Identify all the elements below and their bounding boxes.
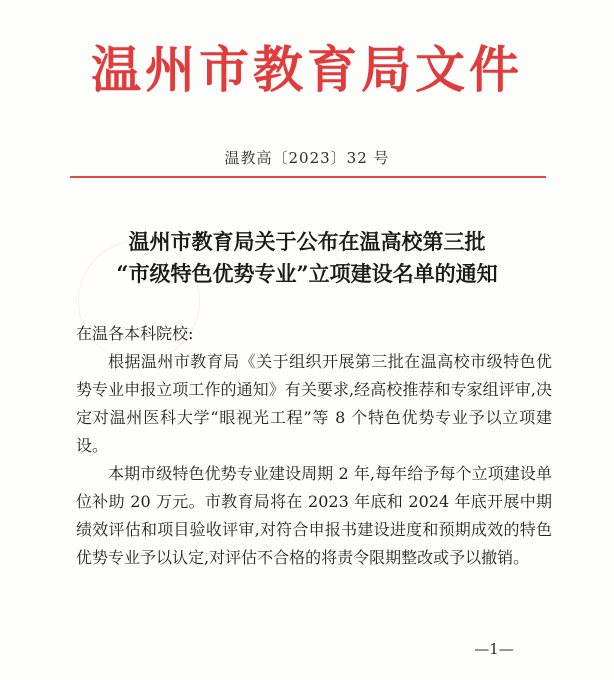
body-paragraph-2: 本期市级特色优势专业建设周期 2 年,每年给予每个立项建设单位补助 20 万元。市教育局将在 2023 年底和 2024 年底开展中期绩效评估和项目验收评审,对符合申报书建设进度和预期成效的特色优势专业予以认定,对评估不合格的将责令限期整改或予以撤销。 [76, 464, 552, 567]
red-divider-rule [70, 176, 546, 178]
body-paragraph-1: 根据温州市教育局《关于组织开展第三批在温高校市级特色优势专业申报立项工作的通知》有关要求,经高校推荐和专家组评审,决定对温州医科大学“眼视光工程”等 8 个特色优势专业予以立项建设。 [76, 352, 552, 455]
issuer-header-title: 温州市教育局文件 [91, 40, 523, 99]
document-number: 温教高〔2023〕32 号 [224, 149, 390, 167]
notice-title-line-1: 温州市教育局关于公布在温高校第三批 [128, 229, 486, 254]
notice-body [76, 320, 552, 572]
notice-title-line-2: “市级特色优势专业”立项建设名单的通知 [116, 261, 498, 286]
salutation: 在温各本科院校: [76, 324, 194, 343]
page-number: —1— [474, 640, 514, 658]
notice-title [0, 226, 614, 290]
